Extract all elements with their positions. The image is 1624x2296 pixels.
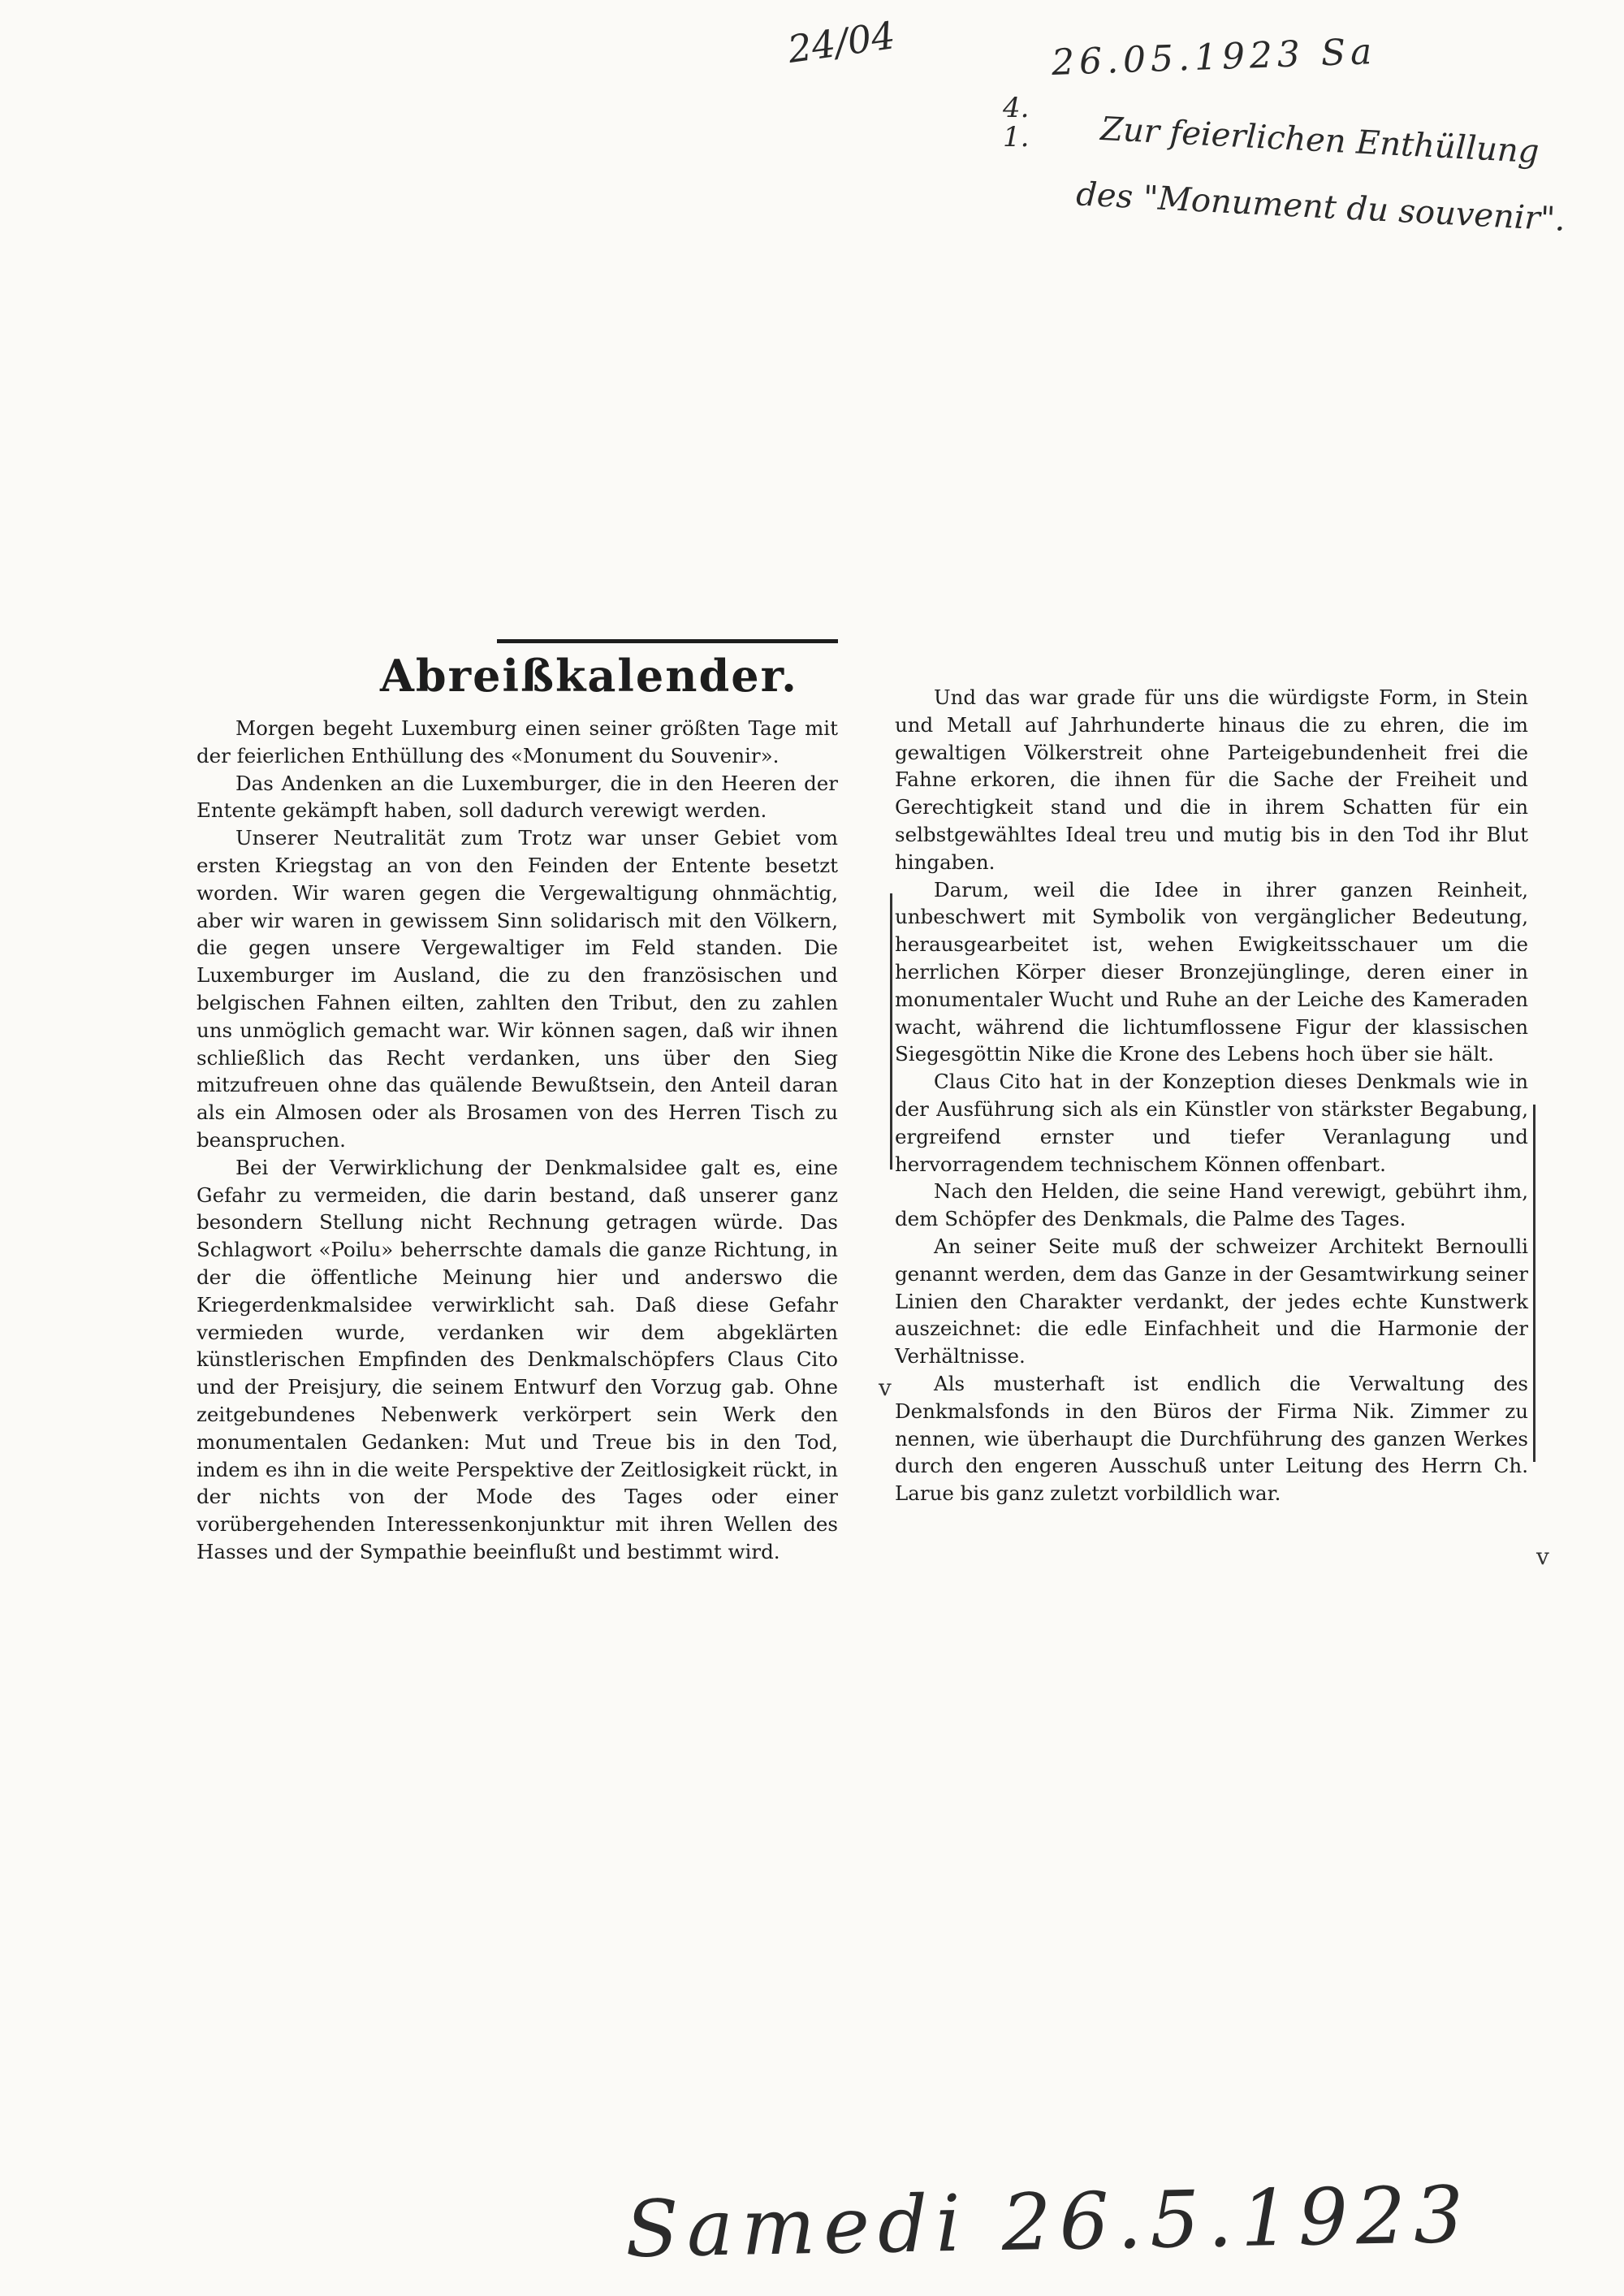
handwritten-note-line-1: Zur feierlichen Enthüllung <box>1099 110 1540 171</box>
article-headline: Abreißkalender. <box>380 650 798 702</box>
margin-pencil-line-right <box>1533 1105 1535 1462</box>
handwritten-date-top: 26.05.1923 Sa <box>1051 31 1378 84</box>
paragraph: Nach den Helden, die seine Hand verewigt, gebührt ihm, dem Schöpfer des Denkmals, die Palme des Tages. <box>895 1179 1528 1231</box>
paragraph: Unserer Neutralität zum Trotz war unser Gebiet vom ersten Kriegstag an von den Feinden der Entente besetzt worden. Wir waren gegen die Vergewaltigung ohnmächtig, aber wir waren in gewissem Sinn solidarisch mit den Völkern, die gegen unsere Vergewaltiger im Feld standen. Die Luxemburger im Ausland, die zu den französischen und belgischen Fahnen eilten, zahlten den Tribut, den zu zahlen uns unmöglich gemacht war. Wir können sagen, daß wir ihnen schließlich das Recht verdanken, uns über den Sieg mitzufreuen ohne das quälende Bewußtsein, den Anteil daran als ein Almosen oder als Brosamen von des Herren Tisch zu beanspruchen. <box>197 826 838 1152</box>
paragraph: Das Andenken an die Luxemburger, die in den Heeren der Entente gekämpft haben, soll dadurch verewigt werden. <box>197 771 838 823</box>
paragraph: An seiner Seite muß der schweizer Architekt Bernoulli genannt werden, dem das Ganze in der Gesamtwirkung seiner Linien den Charakter verdankt, der jedes echte Kunstwerk auszeichnet: die edle Einfachheit und die Harmonie der Verhältnisse. <box>895 1234 1528 1369</box>
margin-pencil-line-left <box>890 893 892 1170</box>
margin-tick-mark: v <box>1536 1543 1549 1570</box>
handwritten-date-bottom: Samedi 26.5.1923 <box>624 2168 1472 2276</box>
handwritten-note-line-2: des "Monument du souvenir". <box>1075 175 1566 239</box>
headline-rule <box>497 639 838 643</box>
paragraph: Morgen begeht Luxemburg einen seiner größten Tage mit der feierlichen Enthüllung des «Monument du Souvenir». <box>197 716 838 767</box>
article-column-left <box>197 715 838 1566</box>
paragraph: Bei der Verwirklichung der Denkmalsidee galt es, eine Gefahr zu vermeiden, die darin bestand, daß unserer ganz besondern Stellung nicht Rechnung getragen würde. Das Schlagwort «Poilu» beherrschte damals die ganze Richtung, in der die öffentliche Meinung hier und anderswo die Kriegerdenkmalsidee verwirklicht sah. Daß diese Gefahr vermieden wurde, verdanken wir dem abgeklärten künstlerischen Empfinden des Denkmalschöpfers Claus Cito und der Preisjury, die seinem Entwurf den Vorzug gab. Ohne zeitgebundenes Nebenwerk verkörpert sein Werk den monumentalen Gedanken: Mut und Treue bis in den Tod, indem es ihn in die weite Perspektive der Zeitlosigkeit rückt, in der nichts von der Mode des Tages oder einer vorübergehenden Interessenkonjunktur mit ihren Wellen des Hasses und der Sympathie beeinflußt und bestimmt wird. <box>197 1155 838 1563</box>
article-column-right <box>895 684 1528 1507</box>
paragraph: Als musterhaft ist endlich die Verwaltung des Denkmalsfonds in den Büros der Firma Nik. Zimmer zu nennen, wie überhaupt die Durchführung des ganzen Werkes durch den engeren Ausschuß unter Leitung des Herrn Ch. Larue bis ganz zuletzt vorbildlich war. <box>895 1371 1528 1506</box>
handwritten-marker: 4. 1. <box>1003 92 1030 153</box>
paragraph: Claus Cito hat in der Konzeption dieses Denkmals wie in der Ausführung sich als ein Künstler von stärkster Begabung, ergreifend ernster und tiefer Veranlagung und hervorragendem technischem Können offenbart. <box>895 1070 1528 1176</box>
handwritten-archive-number: 24/04 <box>784 13 898 71</box>
margin-tick-mark: v <box>879 1374 892 1401</box>
paragraph: Und das war grade für uns die würdigste Form, in Stein und Metall auf Jahrhunderte hinaus die zu ehren, die im gewaltigen Völkerstreit ohne Parteigebundenheit frei die Fahne erkoren, die ihnen für die Sache der Freiheit und Gerechtigkeit stand und die in ihrem Schatten für ein selbstgewähltes Ideal treu und mutig bis in den Tod ihr Blut hingaben. <box>895 685 1528 874</box>
paragraph: Darum, weil die Idee in ihrer ganzen Reinheit, unbeschwert mit Symbolik von vergänglicher Bedeutung, herausgearbeitet ist, wehen Ewigkeitsschauer um die herrlichen Körper dieser Bronzejünglinge, deren einer in monumentaler Wucht und Ruhe an der Leiche des Kameraden wacht, während die lichtumflossene Figur der klassischen Siegesgöttin Nike die Krone des Lebens hoch über sie hält. <box>895 877 1528 1066</box>
